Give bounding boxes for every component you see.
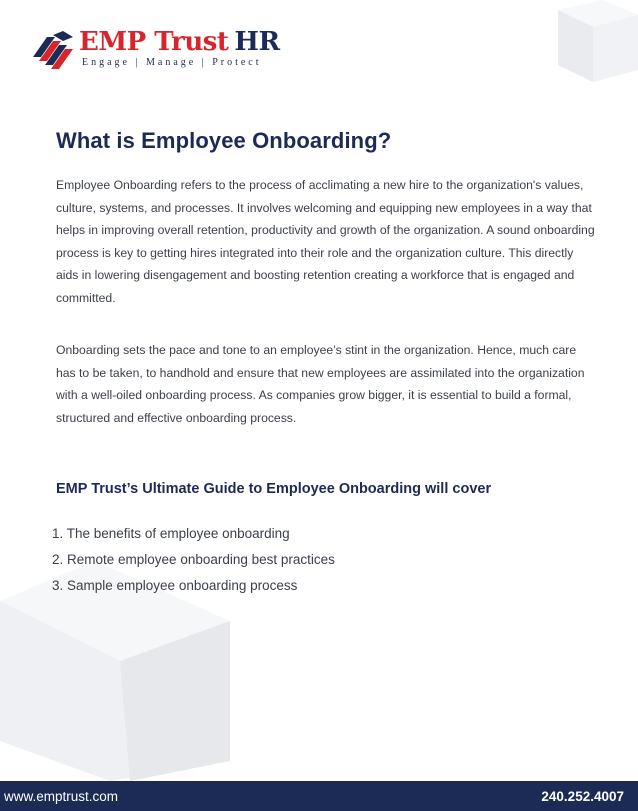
- phone-number[interactable]: 240.252.4007: [541, 788, 624, 804]
- logo-tagline: Engage | Manage | Protect: [82, 57, 262, 68]
- flag-emblem-icon: [33, 31, 75, 69]
- guide-topics-list: [52, 521, 335, 599]
- onboarding-paragraph: Onboarding sets the pace and tone to an employee’s stint in the organization. Hence, much care has to be taken, to handhold and ensure that new employees are assimilated into the organization with a well-oiled onboarding process. As companies grow bigger, it is essential to build a formal, structured and effective onboarding process.: [56, 343, 585, 425]
- logo-brand-name: EMP Trust: [79, 27, 229, 57]
- company-logo[interactable]: [33, 28, 280, 78]
- list-item: 2. Remote employee onboarding best practices: [52, 552, 335, 567]
- intro-paragraph: Employee Onboarding refers to the process of acclimating a new hire to the organization's values, culture, systems, and processes. It involves welcoming and equipping new employees in a way that helps in improving overall retention, productivity and growth of the organization. A sound onboarding process is key to getting hires integrated into their role and the organization culture. This directly aids in lowering disengagement and boosting retention creating a workforce that is engaged and committed.: [56, 178, 595, 305]
- logo-brand-hr: HR: [234, 27, 280, 57]
- decorative-cube-top-right: [528, 0, 638, 110]
- guide-subheading: EMP Trust’s Ultimate Guide to Employee Onboarding will cover: [56, 481, 492, 497]
- list-item: 1. The benefits of employee onboarding: [52, 526, 290, 541]
- page-title: What is Employee Onboarding?: [56, 128, 392, 153]
- website-link[interactable]: www.emptrust.com: [4, 788, 119, 804]
- footer-bar: [0, 781, 638, 811]
- list-item: 3. Sample employee onboarding process: [52, 578, 298, 593]
